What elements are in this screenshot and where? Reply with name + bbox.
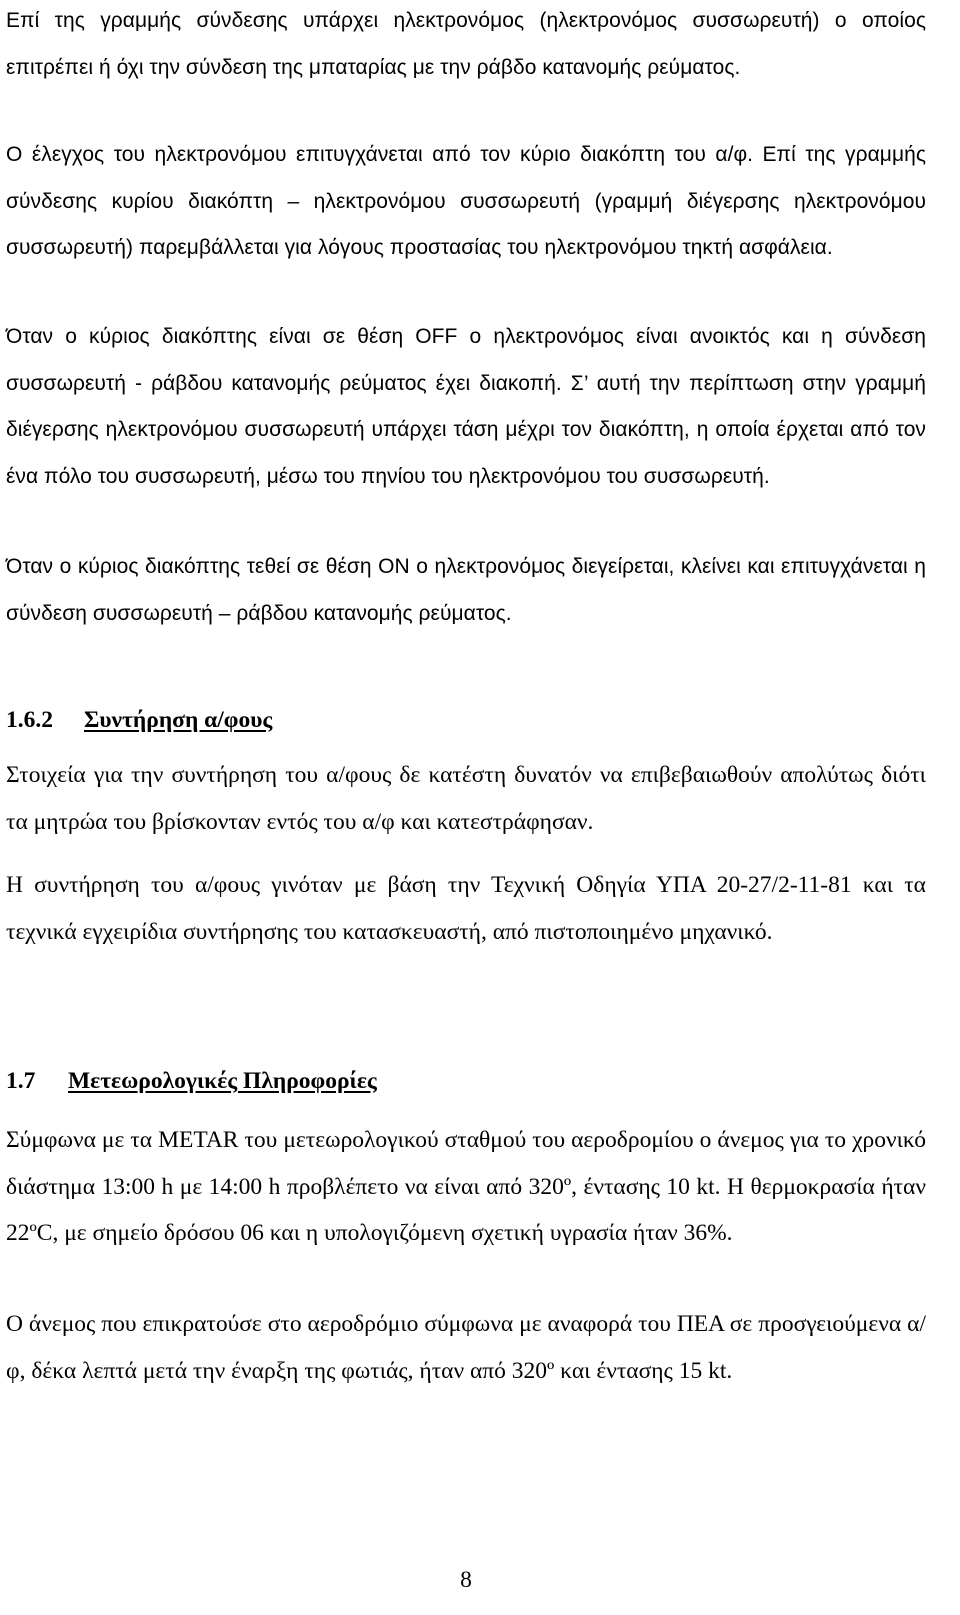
paragraph-relay-control: Ο έλεγχος του ηλεκτρονόμου επιτυγχάνεται από τον κύριο διακόπτη του α/φ. Επί της γραμμής σύνδεσης κυρίου διακόπτη – ηλεκτρονόμου συσσωρευτή (γραμμή διέγερσης ηλεκτρονόμου συσσωρευτή) παρεμβάλλεται για λόγους προστασίας του ηλεκτρονόμου τηκτή ασφάλεια. <box>6 143 926 260</box>
paragraph-maintenance-records: Στοιχεία για την συντήρηση του α/φους δε κατέστη δυνατόν να επιβεβαιωθούν απολύτως διότι τα μητρώα του βρίσκονταν εντός του α/φ και κατεστράφησαν. <box>6 762 926 835</box>
paragraph-relay-description: Επί της γραμμής σύνδεσης υπάρχει ηλεκτρονόμος (ηλεκτρονόμος συσσωρευτή) ο οποίος επιτρέπει ή όχι την σύνδεση της μπαταρίας με την ράβδο κατανομής ρεύματος. <box>6 9 926 79</box>
section-number: 1.6.2 <box>6 707 53 733</box>
paragraph-switch-on: Όταν ο κύριος διακόπτης τεθεί σε θέση ON ο ηλεκτρονόμος διεγείρεται, κλείνει και επιτυγχάνεται η σύνδεση συσσωρευτή – ράβδου κατανομής ρεύματος. <box>6 555 926 625</box>
page-number: 8 <box>460 1567 472 1593</box>
section-heading-maintenance <box>6 705 272 735</box>
section-number: 1.7 <box>6 1068 36 1094</box>
paragraph-metar: Σύμφωνα με τα METAR του μετεωρολογικού σταθμού του αεροδρομίου ο άνεμος για το χρονικό διάστημα 13:00 h με 14:00 h προβλέπετο να είναι από 320º, έντασης 10 kt. Η θερμοκρασία ήταν 22ºC, με σημείο δρόσου 06 και η υπολογιζόμενη σχετική υγρασία ήταν 36%. <box>6 1127 926 1247</box>
paragraph-switch-off: Όταν ο κύριος διακόπτης είναι σε θέση OFF ο ηλεκτρονόμος είναι ανοικτός και η σύνδεση συσσωρευτή - ράβδου κατανομής ρεύματος έχει διακοπή. Σ’ αυτή την περίπτωση στην γραμμή διέγερσης ηλεκτρονόμου συσσωρευτή υπάρχει τάση μέχρι τον διακόπτη, η οποία έρχεται από τον ένα πόλο του συσσωρευτή, μέσω του πηνίου του ηλεκτρονόμου του συσσωρευτή. <box>6 325 926 488</box>
paragraph-wind-report: Ο άνεμος που επικρατούσε στο αεροδρόμιο σύμφωνα με αναφορά του ΠΕΑ σε προσγειούμενα α/φ, δέκα λεπτά μετά την έναρξη της φωτιάς, ήταν από 320º και έντασης 15 kt. <box>6 1311 926 1384</box>
paragraph-maintenance-procedure: Η συντήρηση του α/φους γινόταν με βάση την Τεχνική Οδηγία ΥΠΑ 20-27/2-11-81 και τα τεχνικά εγχειρίδια συντήρησης του κατασκευαστή, από πιστοποιημένο μηχανικό. <box>6 872 926 945</box>
section-title: Μετεωρολογικές Πληροφορίες <box>68 1068 377 1094</box>
section-title: Συντήρηση α/φους <box>84 707 273 733</box>
section-heading-weather <box>6 1066 377 1096</box>
